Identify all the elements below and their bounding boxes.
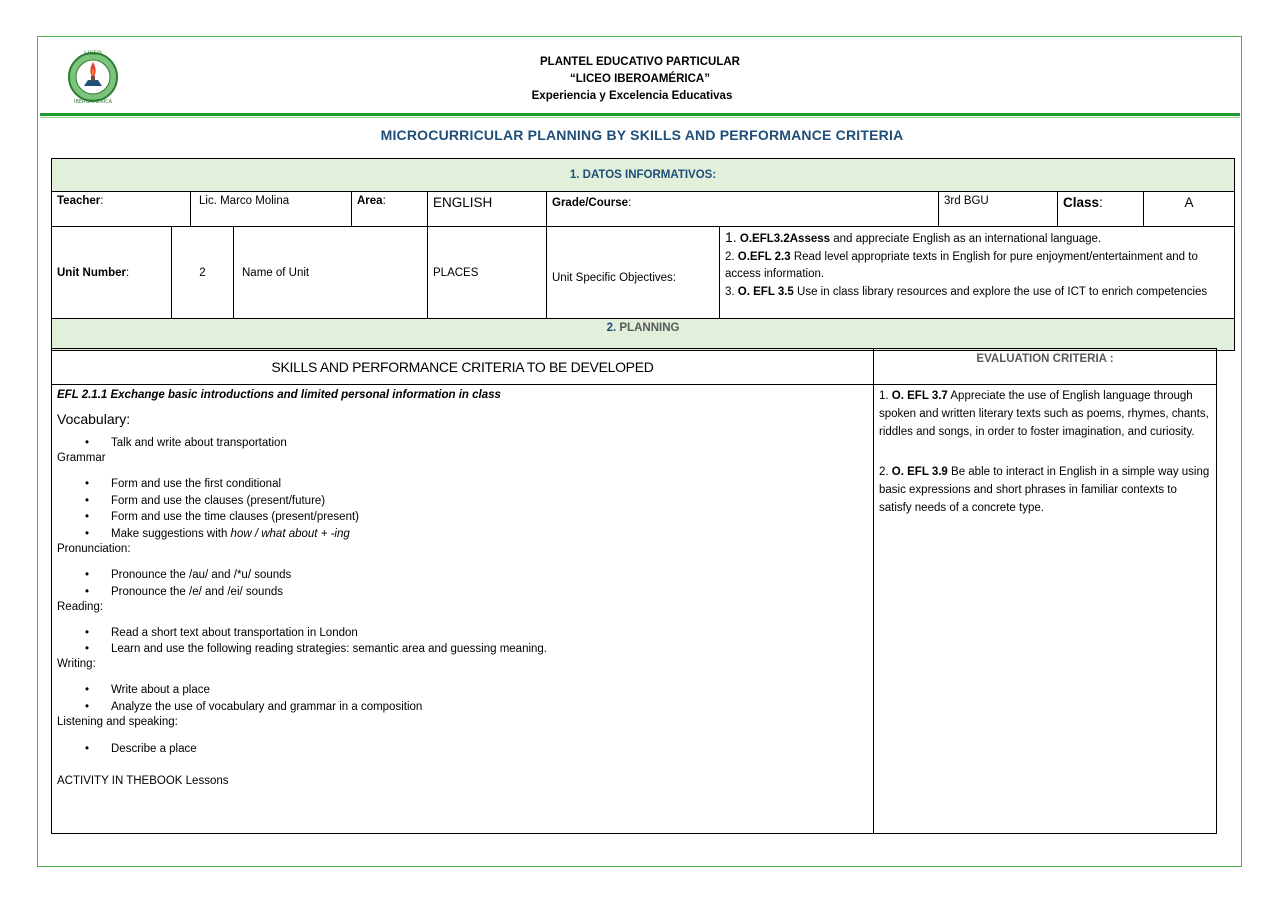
objectives-label: Unit Specific Objectives: [547,227,720,319]
section-datos-informativos: 1. DATOS INFORMATIVOS: [52,159,1235,192]
grammar-list [57,476,868,543]
efl-criterion: EFL 2.1.1 Exchange basic introductions and limited personal information in class [57,389,501,401]
school-name-line2: “LICEO IBEROAMÉRICA” [570,73,710,85]
area-value: ENGLISH [428,192,547,227]
planning-table [51,348,1217,834]
reading-label: Reading: [57,600,104,613]
unit-number-label: Unit Number [57,266,126,279]
evaluation-content [874,385,1217,834]
school-motto: Experiencia y Excelencia Educativas [531,90,733,102]
skills-header: SKILLS AND PERFORMANCE CRITERIA TO BE DEVELOPED [52,349,874,385]
list-item: • Pronounce the /au/ and /*u/ sounds [57,567,868,584]
list-item: • Analyze the use of vocabulary and grammar in a composition [57,699,868,716]
evaluation-item: 1. O. EFL 3.7 Appreciate the use of English language through spoken and written literary texts such as poems, rhymes, chants, riddles and songs, in order to foster imagination, and curiosity. [879,390,1209,438]
list-item: • Read a short text about transportation in London [57,625,868,642]
vocabulary-label: Vocabulary: [57,411,131,427]
page-title: MICROCURRICULAR PLANNING BY SKILLS AND PERFORMANCE CRITERIA [380,127,904,143]
listening-list [57,741,868,758]
list-item: • Make suggestions with how / what about + -ing [57,526,868,543]
reading-list [57,625,868,659]
grade-label: Grade/Course [552,197,629,209]
activity-text: ACTIVITY IN THEBOOK Lessons [57,774,229,787]
teacher-value: Lic. Marco Molina [191,192,352,227]
pronunciation-label: Pronunciation: [57,542,131,555]
list-item: • Form and use the time clauses (present/present) [57,509,868,526]
objective-item: 3. O. EFL 3.5 Use in class library resources and explore the use of ICT to enrich competencies [725,285,1208,298]
grammar-label: Grammar [57,451,106,464]
info-table: 1. DATOS INFORMATIVOS: Teacher: Lic. Marco Molina Area: ENGLISH Grade/Course: 3rd BGU Class: A Unit Number: 2 Name of Unit PLACES Unit Specific Objectives: 1. O.EFL3.2Assess and appreciate English as an international language. 2. O.EFL 2.3 Read level appropriate texts in English for pure enjoyment/entertainment and to access information. 3. O. EFL 3.5 Use in class library resources and explore the use of ICT to enrich competencies 2. PLANNING [51,158,1235,351]
pronunciation-list [57,567,868,601]
list-item: • Write about a place [57,682,868,699]
writing-label: Writing: [57,658,96,671]
writing-list [57,682,868,716]
header-divider [40,113,1240,116]
area-label: Area [357,195,383,207]
unit-name-value: PLACES [428,227,547,319]
section-planning: 2. PLANNING [52,319,1235,351]
logo-top-text: LICEO [84,50,102,57]
vocabulary-list [57,435,868,452]
evaluation-header: EVALUATION CRITERIA : [874,349,1217,385]
list-item: • Form and use the clauses (present/future) [57,493,868,510]
skills-content [52,385,874,834]
objective-item: 2. O.EFL 2.3 Read level appropriate texts in English for pure enjoyment/entertainment and to access information. [725,250,1198,280]
header-divider-thin [40,117,1240,118]
unit-name-label: Name of Unit [234,227,428,319]
school-name-line1: PLANTEL EDUCATIVO PARTICULAR [540,56,740,68]
logo-bottom-text: IBEROAMÉRICA [73,99,113,104]
list-item: • Learn and use the following reading strategies: semantic area and guessing meaning. [57,641,868,658]
list-item: • Describe a place [57,741,868,758]
evaluation-item: 2. O. EFL 3.9 Be able to interact in English in a simple way using basic expressions and short phrases in familiar contexts to satisfy needs of a concrete type. [879,466,1210,514]
grade-value: 3rd BGU [939,192,1058,227]
objectives-list [720,227,1235,319]
list-item: • Form and use the first conditional [57,476,868,493]
list-item: • Talk and write about transportation [57,435,868,452]
listening-label: Listening and speaking: [57,715,178,728]
objective-item: 1. O.EFL3.2Assess and appreciate English as an international language. [725,229,1102,245]
class-label: Class [1063,195,1100,210]
unit-number-value: 2 [172,227,234,319]
teacher-label: Teacher [57,195,101,207]
list-item: • Pronounce the /e/ and /ei/ sounds [57,584,868,601]
class-value: A [1144,192,1235,227]
